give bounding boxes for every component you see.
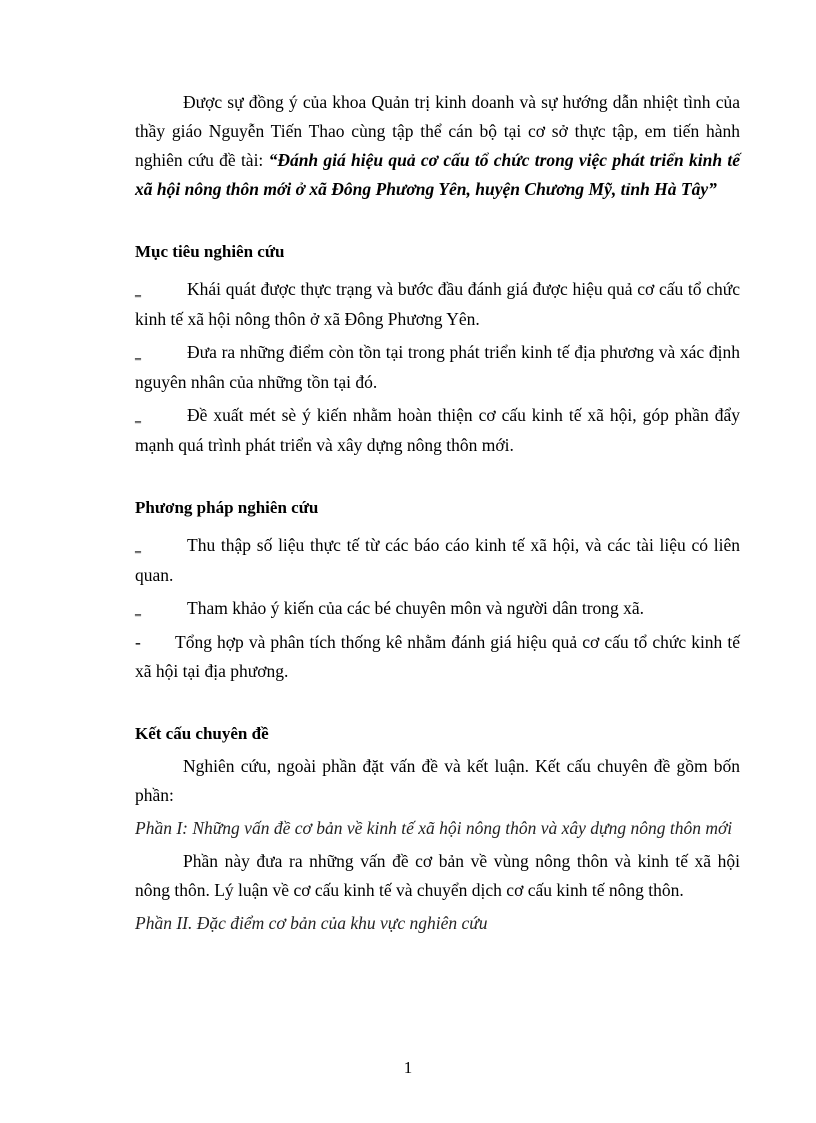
document-page [135,88,740,938]
objective-item-3: ‗ Đề xuất mét sè ý kiến nhằm hoàn thiện cơ cấu kinh tế xã hội, góp phần đẩy mạnh quá trình phát triển và xây dựng nông thôn mới. [135,401,740,460]
methods-heading: Phương pháp nghiên cứu [135,498,319,517]
intro-lead: Được sự đồng ý của khoa Quản trị kinh doanh và sự hướng dẫn nhiệt tình của thầy giáo Nguyễn Tiến Thao cùng tập thể cán bộ tại cơ sở thực tập, em tiến hành nghiên cứu đề tài: [135,92,740,170]
structure-intro: Nghiên cứu, ngoài phần đặt vấn đề và kết luận. Kết cấu chuyên đề gồm bốn phần: [135,756,740,805]
part1-title: Phần I: Những vấn đề cơ bản về kinh tế xã hội nông thôn và xây dựng nông thôn mới [135,818,733,838]
bullet-dash: ‗ [135,409,141,423]
method-item-3: - Tổng hợp và phân tích thống kê nhằm đánh giá hiệu quả cơ cấu tổ chức kinh tế xã hội tại địa phương. [135,628,740,686]
bullet-dash: - [135,632,141,652]
part1-text: Phần này đưa ra những vấn đề cơ bản về vùng nông thôn và kinh tế xã hội nông thôn. Lý luận về cơ cấu kinh tế và chuyển dịch cơ cấu kinh tế nông thôn. [135,851,740,900]
method-item-1: ‗ Thu thập số liệu thực tế từ các báo cáo kinh tế xã hội, và các tài liệu có liên quan. [135,531,740,590]
page-number: 1 [403,1058,413,1077]
intro-paragraph [135,88,740,204]
objective-item-1: ‗ Khái quát được thực trạng và bước đầu đánh giá được hiệu quả cơ cấu tổ chức kinh tế xã hội nông thôn ở xã Đông Phương Yên. [135,275,740,334]
objective-item-2: ‗ Đưa ra những điểm còn tồn tại trong phát triển kinh tế địa phương và xác định nguyên nhân của những tồn tại đó. [135,338,740,397]
research-topic: “Đánh giá hiệu quả cơ cấu tổ chức trong việc phát triển kinh tế xã hội nông thôn mới ở xã Đông Phương Yên, huyện Chương Mỹ, tỉnh Hà Tây” [135,150,740,199]
bullet-dash: ‗ [135,539,141,553]
bullet-dash: ‗ [135,283,141,297]
objectives-heading: Mục tiêu nghiên cứu [135,242,285,261]
part2-title: Phần II. Đặc điểm cơ bản của khu vực nghiên cứu [135,913,488,933]
method-item-2: ‗ Tham khảo ý kiến của các bé chuyên môn và người dân trong xã. [135,594,740,624]
structure-heading: Kết cấu chuyên đề [135,724,269,743]
bullet-dash: ‗ [135,602,141,616]
bullet-dash: ‗ [135,346,141,360]
